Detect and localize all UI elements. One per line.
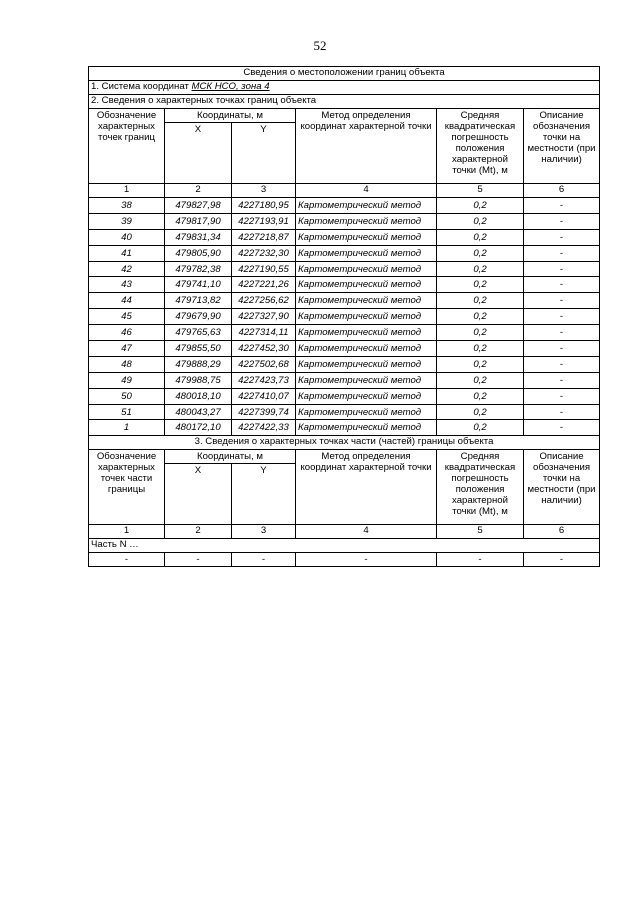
point-x: 479855,50 <box>165 341 232 357</box>
point-method: Картометрический метод <box>296 277 437 293</box>
point-description: - <box>524 229 600 245</box>
point-number: 41 <box>89 245 165 261</box>
point-y: 4227314,11 <box>232 325 296 341</box>
point-description: - <box>524 198 600 214</box>
column-number: 4 <box>296 184 437 198</box>
empty-cell: - <box>437 553 524 567</box>
point-y: 4227232,30 <box>232 245 296 261</box>
header-y-part: Y <box>232 464 296 525</box>
section3-heading: 3. Сведения о характерных точках части (частей) границы объекта <box>89 436 600 450</box>
empty-cell: - <box>296 553 437 567</box>
table-title: Сведения о местоположении границ объекта <box>89 67 600 81</box>
table-row <box>89 261 600 277</box>
point-y: 4227193,91 <box>232 213 296 229</box>
table-row <box>89 277 600 293</box>
point-y: 4227180,95 <box>232 198 296 214</box>
column-number: 6 <box>524 525 600 539</box>
point-x: 479888,29 <box>165 356 232 372</box>
point-method: Картометрический метод <box>296 229 437 245</box>
point-y: 4227452,30 <box>232 341 296 357</box>
point-number: 45 <box>89 309 165 325</box>
empty-cell: - <box>165 553 232 567</box>
point-description: - <box>524 372 600 388</box>
point-y: 4227502,68 <box>232 356 296 372</box>
point-error: 0,2 <box>437 198 524 214</box>
points-body <box>89 198 600 436</box>
point-description: - <box>524 277 600 293</box>
point-x: 480043,27 <box>165 404 232 420</box>
point-error: 0,2 <box>437 261 524 277</box>
point-number: 46 <box>89 325 165 341</box>
point-description: - <box>524 213 600 229</box>
point-error: 0,2 <box>437 293 524 309</box>
point-method: Картометрический метод <box>296 404 437 420</box>
header-x: X <box>165 123 232 184</box>
table-row <box>89 198 600 214</box>
point-number: 48 <box>89 356 165 372</box>
section2-heading: 2. Сведения о характерных точках границ объекта <box>89 95 600 109</box>
table-row <box>89 245 600 261</box>
point-method: Картометрический метод <box>296 245 437 261</box>
point-number: 50 <box>89 388 165 404</box>
table-row <box>89 293 600 309</box>
point-error: 0,2 <box>437 325 524 341</box>
table-row <box>89 213 600 229</box>
point-y: 4227190,55 <box>232 261 296 277</box>
point-y: 4227218,87 <box>232 229 296 245</box>
point-description: - <box>524 356 600 372</box>
column-number: 4 <box>296 525 437 539</box>
point-method: Картометрический метод <box>296 388 437 404</box>
column-number: 2 <box>165 184 232 198</box>
header-x-part: X <box>165 464 232 525</box>
coordinate-system-label: 1. Система координат <box>91 81 189 92</box>
point-x: 479817,90 <box>165 213 232 229</box>
point-number: 42 <box>89 261 165 277</box>
point-method: Картометрический метод <box>296 341 437 357</box>
point-error: 0,2 <box>437 277 524 293</box>
point-method: Картометрический метод <box>296 261 437 277</box>
coordinate-system-value: МСК НСО, зона 4 <box>191 81 270 92</box>
point-error: 0,2 <box>437 245 524 261</box>
header-description: Описание обозначения точки на местности (при наличии) <box>524 109 600 184</box>
point-description: - <box>524 293 600 309</box>
empty-cell: - <box>524 553 600 567</box>
point-description: - <box>524 420 600 436</box>
part-label: Часть N … <box>89 539 600 553</box>
table-row <box>89 341 600 357</box>
column-number: 1 <box>89 525 165 539</box>
point-description: - <box>524 309 600 325</box>
point-method: Картометрический метод <box>296 309 437 325</box>
point-x: 480172,10 <box>165 420 232 436</box>
header-y: Y <box>232 123 296 184</box>
point-error: 0,2 <box>437 309 524 325</box>
point-y: 4227256,62 <box>232 293 296 309</box>
point-number: 40 <box>89 229 165 245</box>
point-error: 0,2 <box>437 372 524 388</box>
header-error-part: Средняя квадратическая погрешность положения характерной точки (Mt), м <box>437 450 524 525</box>
point-method: Картометрический метод <box>296 356 437 372</box>
point-x: 479679,90 <box>165 309 232 325</box>
empty-cell: - <box>232 553 296 567</box>
point-number: 39 <box>89 213 165 229</box>
point-x: 479765,63 <box>165 325 232 341</box>
header-method-part: Метод определения координат характерной точки <box>296 450 437 525</box>
point-description: - <box>524 341 600 357</box>
point-number: 43 <box>89 277 165 293</box>
point-method: Картометрический метод <box>296 293 437 309</box>
table-row <box>89 356 600 372</box>
point-x: 479741,10 <box>165 277 232 293</box>
point-error: 0,2 <box>437 213 524 229</box>
point-error: 0,2 <box>437 341 524 357</box>
table-row <box>89 404 600 420</box>
table-row <box>89 229 600 245</box>
point-method: Картометрический метод <box>296 372 437 388</box>
table-row <box>89 372 600 388</box>
table-row <box>89 420 600 436</box>
column-number: 1 <box>89 184 165 198</box>
point-number: 44 <box>89 293 165 309</box>
point-error: 0,2 <box>437 356 524 372</box>
point-method: Картометрический метод <box>296 213 437 229</box>
page-number: 52 <box>313 38 327 53</box>
header-method: Метод определения координат характерной точки <box>296 109 437 184</box>
point-y: 4227410,07 <box>232 388 296 404</box>
point-number: 49 <box>89 372 165 388</box>
column-number: 2 <box>165 525 232 539</box>
point-number: 47 <box>89 341 165 357</box>
point-method: Картометрический метод <box>296 325 437 341</box>
point-x: 480018,10 <box>165 388 232 404</box>
column-number: 6 <box>524 184 600 198</box>
point-number: 1 <box>89 420 165 436</box>
point-method: Картометрический метод <box>296 420 437 436</box>
table-row <box>89 388 600 404</box>
point-error: 0,2 <box>437 404 524 420</box>
header-coordinates: Координаты, м <box>165 109 296 123</box>
table-row <box>89 309 600 325</box>
header-description-part: Описание обозначения точки на местности (при наличии) <box>524 450 600 525</box>
header-error: Средняя квадратическая погрешность положения характерной точки (Mt), м <box>437 109 524 184</box>
empty-cell: - <box>89 553 165 567</box>
point-error: 0,2 <box>437 420 524 436</box>
header-designation-part: Обозначение характерных точек части границы <box>89 450 165 525</box>
point-error: 0,2 <box>437 388 524 404</box>
boundary-table <box>88 66 600 567</box>
point-error: 0,2 <box>437 229 524 245</box>
point-y: 4227327,90 <box>232 309 296 325</box>
table-row <box>89 325 600 341</box>
point-y: 4227221,26 <box>232 277 296 293</box>
point-y: 4227399,74 <box>232 404 296 420</box>
column-number: 5 <box>437 525 524 539</box>
point-x: 479988,75 <box>165 372 232 388</box>
point-description: - <box>524 325 600 341</box>
point-y: 4227422,33 <box>232 420 296 436</box>
point-description: - <box>524 261 600 277</box>
point-x: 479713,82 <box>165 293 232 309</box>
point-x: 479831,34 <box>165 229 232 245</box>
point-description: - <box>524 388 600 404</box>
point-method: Картометрический метод <box>296 198 437 214</box>
point-description: - <box>524 404 600 420</box>
column-number: 5 <box>437 184 524 198</box>
point-x: 479782,38 <box>165 261 232 277</box>
header-coordinates-part: Координаты, м <box>165 450 296 464</box>
point-number: 51 <box>89 404 165 420</box>
point-number: 38 <box>89 198 165 214</box>
coordinate-system-row <box>89 81 600 95</box>
point-description: - <box>524 245 600 261</box>
column-number: 3 <box>232 184 296 198</box>
column-number: 3 <box>232 525 296 539</box>
header-designation: Обозначение характерных точек границ <box>89 109 165 184</box>
point-x: 479827,98 <box>165 198 232 214</box>
point-y: 4227423,73 <box>232 372 296 388</box>
point-x: 479805,90 <box>165 245 232 261</box>
